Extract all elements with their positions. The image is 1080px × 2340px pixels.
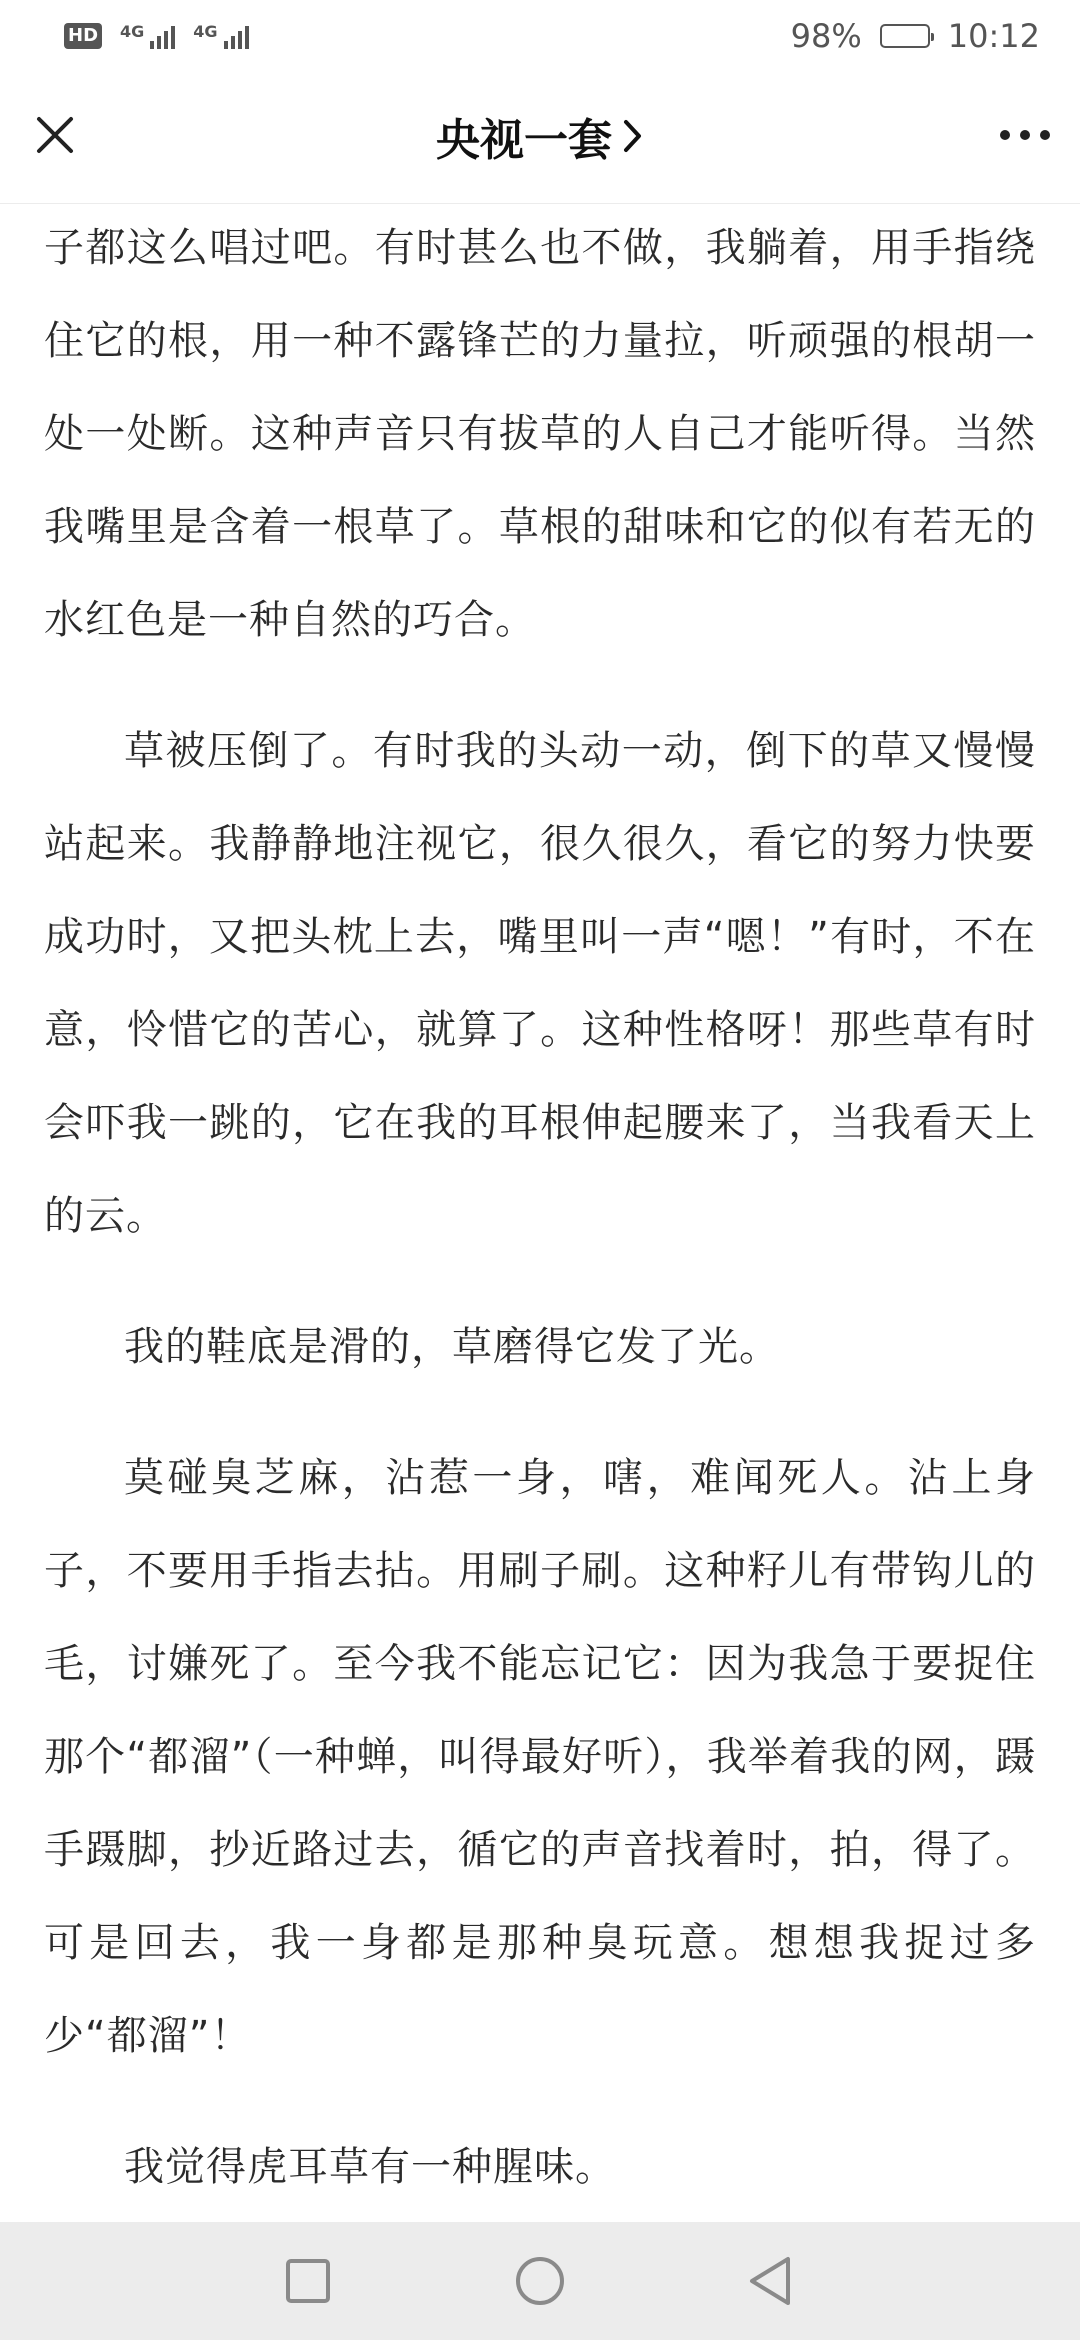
network-label-1: 4G xyxy=(120,21,145,41)
network-label-2: 4G xyxy=(193,21,218,41)
status-left xyxy=(64,23,249,49)
article-paragraph: 我觉得虎耳草有一种腥味。 xyxy=(124,2144,616,2190)
article-paragraph: 莫碰臭芝麻，沾惹一身，嗐，难闻死人。沾上身子，不要用手指去拈。用刷子刷。这种籽儿有带钩儿的毛，讨嫌死了。至今我不能忘记它：因为我急于要捉住那个“都溜”（一种蝉，叫得最好听），我举着我的网，蹑手蹑脚，抄近路过去，循它的声音找着时，拍，得了。可是回去，我一身都是那种臭玩意。想想我捉过多少“都溜”！ xyxy=(44,1455,1036,2059)
more-options-button[interactable] xyxy=(992,102,1058,168)
status-bar xyxy=(0,0,1080,72)
page-title: 央视一套 xyxy=(436,115,612,166)
article-body xyxy=(44,206,1036,2216)
back-button[interactable] xyxy=(735,2246,805,2316)
battery-percent: 98% xyxy=(790,17,862,55)
hd-badge: HD xyxy=(64,23,102,49)
square-icon xyxy=(284,2257,332,2305)
close-button[interactable] xyxy=(22,102,88,168)
chevron-right-icon xyxy=(622,118,644,154)
close-icon xyxy=(35,115,75,155)
status-clock: 10:12 xyxy=(947,17,1040,55)
status-right xyxy=(791,17,1040,55)
home-button[interactable] xyxy=(505,2246,575,2316)
battery-icon xyxy=(880,24,930,48)
triangle-back-icon xyxy=(746,2255,794,2307)
recents-button[interactable] xyxy=(273,2246,343,2316)
channel-title-link[interactable] xyxy=(240,98,840,174)
article-paragraph: 我的鞋底是滑的，草磨得它发了光。 xyxy=(124,1324,780,1370)
article-paragraph: 草被压倒了。有时我的头动一动，倒下的草又慢慢站起来。我静静地注视它，很久很久，看它的努力快要成功时，又把头枕上去，嘴里叫一声“嗯！”有时，不在意，怜惜它的苦心，就算了。这种性格呀！那些草有时会吓我一跳的，它在我的耳根伸起腰来了，当我看天上的云。 xyxy=(44,728,1036,1239)
more-icon xyxy=(999,128,1051,142)
signal-strength-icon-2 xyxy=(224,23,249,49)
circle-icon xyxy=(514,2255,566,2307)
system-navigation-bar xyxy=(0,2222,1080,2340)
top-navigation-bar xyxy=(0,72,1080,204)
signal-strength-icon-1 xyxy=(150,23,175,49)
article-paragraph: 子都这么唱过吧。有时甚么也不做，我躺着，用手指绕住它的根，用一种不露锋芒的力量拉，听顽强的根胡一处一处断。这种声音只有拔草的人自己才能听得。当然我嘴里是含着一根草了。草根的甜味和它的似有若无的水红色是一种自然的巧合。 xyxy=(44,225,1036,643)
